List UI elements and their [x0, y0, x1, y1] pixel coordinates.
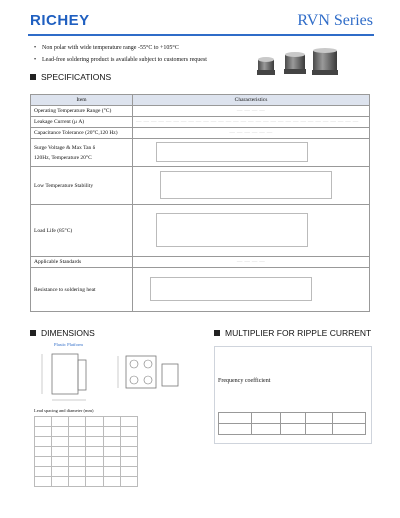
dimensions-heading: DIMENSIONS	[30, 328, 95, 338]
row-label: Load Life (85°C)	[31, 205, 133, 257]
faded-value: — — — — — —	[229, 130, 273, 136]
bullet-icon: •	[34, 45, 37, 51]
row-label: Operating Temperature Range (°C)	[31, 106, 133, 117]
square-bullet-icon	[214, 330, 220, 336]
multiplier-table	[218, 412, 366, 435]
row-label: Applicable Standards	[31, 257, 133, 268]
faded-subtable	[160, 171, 332, 199]
feature-item: • Non polar with wide temperature range -55°C to +105°C	[34, 45, 179, 51]
row-label: Leakage Current (μ A)	[31, 117, 133, 128]
series-title: RVN Series	[297, 12, 373, 29]
brand-logo: RICHEY	[30, 12, 90, 29]
frequency-coefficient-label: Frequency coefficient	[218, 378, 271, 384]
faded-subtable	[150, 277, 312, 301]
row-label: Low Temperature Stability	[31, 167, 133, 205]
table-header: Item	[31, 95, 133, 106]
bullet-icon: •	[34, 57, 37, 63]
dimensions-table	[34, 416, 138, 487]
row-label: 120Hz, Temperature 20°C	[34, 154, 92, 161]
faded-value: — — — —	[236, 108, 266, 114]
faded-subtable	[156, 142, 308, 162]
faded-value: — — — — — — — — — — — — — — — — — — — — — — — — — — — — — —	[136, 119, 359, 125]
table-caption: Lead spacing and diameter (mm)	[34, 408, 94, 413]
capacitor-image	[313, 48, 337, 75]
dimensions-drawing	[30, 340, 196, 490]
capacitor-image	[258, 57, 274, 75]
row-label: Surge Voltage & Max Tan δ	[34, 144, 96, 151]
row-label: Resistance to soldering heat	[31, 268, 133, 312]
specifications-heading: SPECIFICATIONS	[30, 72, 111, 82]
square-bullet-icon	[30, 330, 36, 336]
multiplier-heading: MULTIPLIER FOR RIPPLE CURRENT	[214, 328, 371, 338]
drawing-label: Plastic Platform	[54, 342, 83, 347]
table-header: Characteristics	[133, 95, 370, 106]
capacitor-image	[285, 52, 305, 74]
faded-value: — — — —	[236, 259, 266, 265]
dimension-drawing-svg	[30, 340, 196, 410]
faded-subtable	[156, 213, 308, 247]
square-bullet-icon	[30, 74, 36, 80]
specifications-table	[30, 94, 370, 312]
header-divider	[28, 34, 374, 36]
row-label: Capacitance Tolerance (20°C,120 Hz)	[31, 128, 133, 139]
feature-item: • Lead-free soldering product is available subject to customers request	[34, 57, 207, 63]
